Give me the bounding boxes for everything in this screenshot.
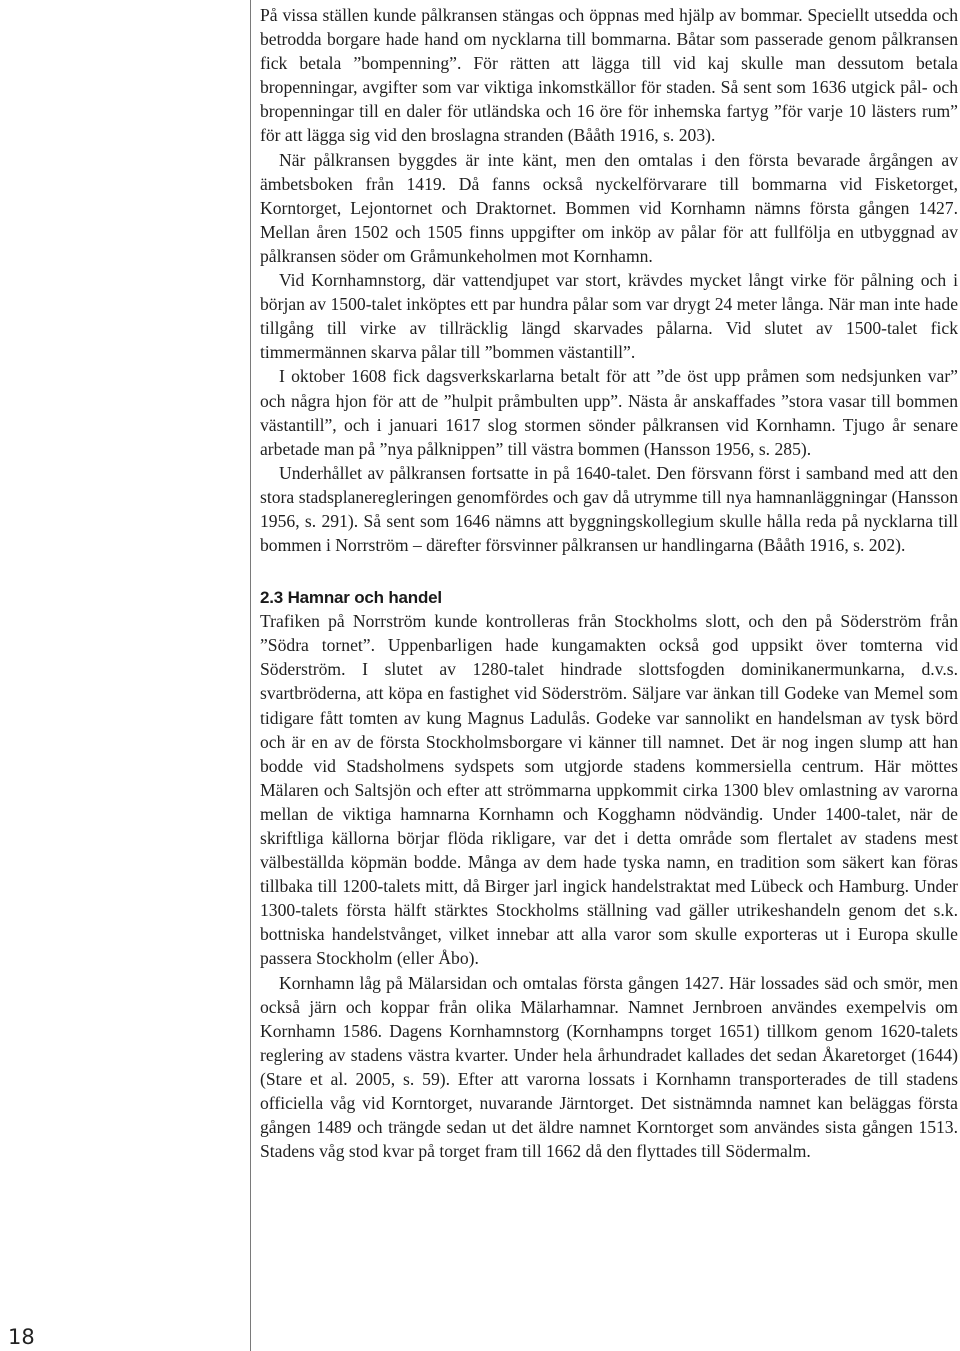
main-text-column bbox=[260, 3, 958, 1163]
body-paragraph-1: På vissa ställen kunde pålkransen stängas och öppnas med hjälp av bommar. Speciellt utsedda och betrodda borgare hade hand om nycklarna till bommarna. Båtar som passerade genom pålkransen fick betala ”bompenning”. För rätten att lägga till vid kaj skulle man dessutom betala bropenningar, avgifter som var viktiga inkomstkällor för staden. Så sent som 1636 utgick pål- och bropenningar till en daler för utländska och 16 öre för inhemska fartyg ”för varje 10 lästers rum” för att lägga sig vid den broslagna stranden (Bååth 1916, s. 203). bbox=[260, 5, 958, 146]
section-title: Hamnar och handel bbox=[287, 588, 442, 608]
section-number: 2.3 bbox=[260, 588, 284, 608]
body-paragraph-2: När pålkransen byggdes är inte känt, men den omtalas i den första bevarade årgången av ämbetsboken från 1419. Då fanns också nyckelförvarare till bommarna vid Fisketorget, Korntorget, Lejontornet och Draktornet. Bommen vid Kornhamn nämns första gången 1427. Mellan åren 1502 och 1505 finns uppgifter om inköp av pålar för att fullfölja en utbyggnad av pålkransen söder om Gråmunkeholmen mot Kornhamn. bbox=[260, 149, 958, 266]
body-paragraph-4: I oktober 1608 fick dagsverkskarlarna betalt för att ”de öst upp pråmen som nedsjunken var” och några hjon för att de ”hulpit pråmbulten upp”. Nästa år anskaffades ”stora vasar till bommen västantill”, och i januari 1617 slog stormen sönder pålkransen vid Kornhamn. Tjugo år senare arbetade man på ”nya pålknippen” till västra bommen (Hansson 1956, s. 285). bbox=[260, 366, 958, 459]
body-paragraph-3: Vid Kornhamnstorg, där vattendjupet var stort, krävdes mycket långt virke för pålning och i början av 1500-talet inköptes ett par hundra pålar som var drygt 24 meter långa. När man inte hade tillgång till virke av tillräcklig längd skarvades pålarna. Vid slutet av 1500-talet fick timmermännen skarva pålar till ”bommen västantill”. bbox=[260, 270, 958, 363]
margin-divider-line bbox=[250, 0, 251, 1351]
body-paragraph-5: Underhållet av pålkransen fortsatte in på 1640-talet. Den försvann först i samband med att den stora stadsplaneregleringen genomfördes och gav då utrymme till nya hamnanläggningar (Hansson 1956, s. 291). Så sent som 1646 nämns att byggningskollegium skulle hålla reda på nycklarna till bommen i Norrström – därefter försvinner pålkransen ur handlingarna (Bååth 1916, s. 202). bbox=[260, 462, 958, 556]
section-paragraph-2: Kornhamn låg på Mälarsidan och omtalas första gången 1427. Här lossades säd och smör, men också järn och koppar från olika Mälarhamnar. Namnet Jernbroen användes exempelvis om Kornhamn 1586. Dagens Kornhamnstorg (Kornhampns torget 1651) tillkom genom 1620-talets reglering av stadens västra kvarter. Under hela århundradet kallades det sedan Åkaretorget (1644) (Stare et al. 2005, s. 59). Efter att varorna lossats i Kornhamn transporterades de till stadens officiella våg vid Korntorget, nuvarande Järntorget. Det sistnämnda namnet kan beläggas första gången 1489 och trängde sedan ut det äldre namnet Korntorget som användes sista gången 1513. Stadens våg stod kvar på torget fram till 1662 då den flyttades till Södermalm. bbox=[260, 972, 958, 1162]
page-number: 18 bbox=[8, 1325, 35, 1349]
section-heading bbox=[260, 587, 958, 609]
section-paragraph-1: Trafiken på Norrström kunde kontrolleras från Stockholms slott, och den på Söderström från ”Södra tornet”. Uppenbarligen hade kungamakten också god uppsikt över tomterna vid Söderström. I slutet av 1280-talet hindrade slottsfogden dominikanermunkarna, d.v.s. svartbröderna, att köpa en fastighet vid Söderström. Säljare var änkan till Godeke van Memel som tidigare fått tomten av kung Magnus Ladulås. Godeke var sannolikt en handelsman av tysk börd och är en av de första Stockholmsborgare vi känner till namnet. Det är nog ingen slump att han bodde vid Stadsholmens sydspets som utgjorde stadens kommersiella centrum. Här möttes Mälaren och Saltsjön och efter att strömmarna uppkommit cirka 1300 blev omlastning av varorna mellan de viktiga hamnarna Kornhamn och Kogghamn nödvändig. Under 1400-talet, när de skriftliga källorna börjar flöda rikligare, var det i detta område som flertalet av stadens mest välbeställda köpmän bodde. Många av dem hade tyska namn, en tradition som säkert kan föras tillbaka till 1200-talets mitt, då Birger jarl ingick handelstraktat med Lübeck och Hamburg. Under 1300-talets första hälft stärktes Stockholms ställning vad gäller utrikeshandeln genom det s.k. bottniska handelstvånget, vilket innebar att alla varor som skulle exporteras ut i Europa skulle passera Stockholm (eller Åbo). bbox=[260, 611, 958, 969]
